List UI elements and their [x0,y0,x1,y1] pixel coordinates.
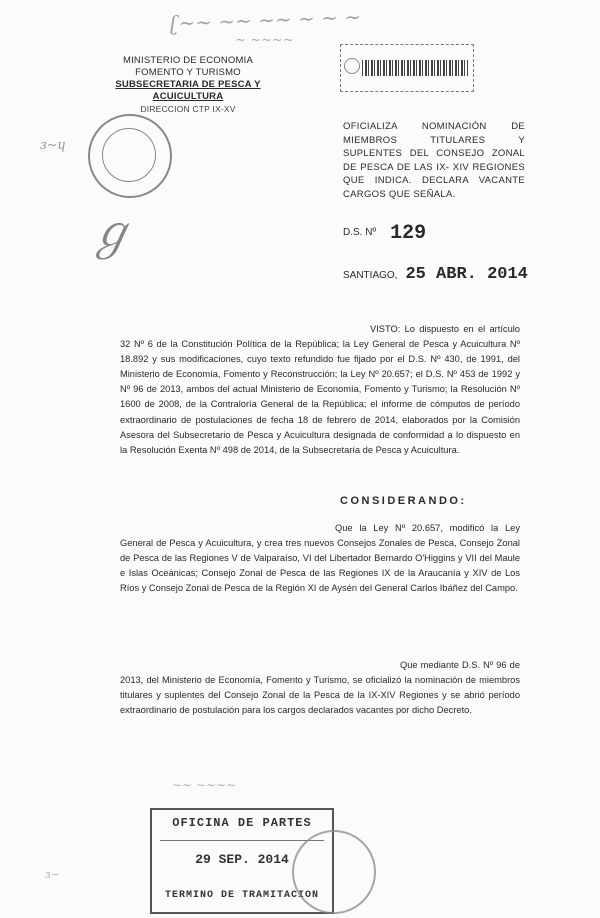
date-value: 25 ABR. 2014 [405,265,528,284]
barcode [362,60,468,76]
stamp-date: 29 SEP. 2014 [195,852,289,867]
ministry-name: MINISTERIO DE ECONOMIA [122,55,254,66]
subsecretaria-name: SUBSECRETARIA DE PESCA Y ACUICULTURA [115,79,261,102]
handwritten-bottom-note: ∼∼ ∼∼∼∼ [172,778,237,792]
decree-title: OFICIALIZA NOMINACIÓN DE MIEMBROS TITULARES Y SUPLENTES DEL CONSEJO ZONAL DE PESCA DE LAS IX- XIV REGIONES QUE INDICA. DECLARA VACANTE CARGOS QUE SEÑALA. [343,121,525,200]
contraloria-seal [292,830,376,914]
date-place: SANTIAGO, [343,270,398,281]
juridica-seal [88,114,172,198]
stamp-divider [160,840,324,841]
visto-text: Lo dispuesto en el artículo 32 Nº 6 de la Constitución Política de la República; la Ley General de Pesca y Acuicultura Nº 18.892 y sus modificaciones, cuyo texto refundido fue fijado por el D.S. Nº 430, de 1991, del Ministerio de Economía, Fomento y Reconstrucción; la Ley Nº 20.657; el D.S. Nº 453 de 1992 y Nº 96 de 2013, ambos del actual Ministerio de Economía, Fomento y Turismo; la Resolución Nº 1600 de 2008, de la Contraloría General de la República; el informe de cómputos de período extraordinario de postulaciones de fecha 18 de febrero de 2014, elaborados por la Comisión Asesora del Subsecretario de Pesca y Acuicultura designada de conformidad a lo dispuesto en la Resolución Exenta Nº 498 de 2014, de la Subsecretaría de Pesca y Acuicultura. [120,324,520,455]
decree-number-line [343,222,426,245]
barcode-logo [344,58,360,74]
ministry-subtitle: FOMENTO Y TURISMO [135,67,241,78]
juridica-seal-inner-ring [102,128,156,182]
handwritten-scribble-top: ʗ∼∼ ∼∼ ∼∼ ∼ ∼ ∼ [169,4,362,36]
visto-paragraph [120,322,520,458]
handwritten-margin-note: ɜ∼ɥ [40,138,66,153]
direction-name: DIRECCION CTP IX-XV [140,104,236,114]
handwritten-initial: ℊ [88,205,134,259]
stamp-footer: TERMINO DE TRAMITACION [164,890,320,901]
handwritten-bottom-left: ɜ∼ [45,868,60,881]
ministry-header [88,55,288,115]
handwritten-scribble-top-2: ∼ ∼∼∼∼ [235,33,294,48]
decree-number: 129 [390,222,427,245]
date-line [343,265,528,284]
decree-label: D.S. Nº [343,227,377,238]
considerando-paragraph-2: Que mediante D.S. Nº 96 de 2013, del Ministerio de Economía, Fomento y Turismo, se oficializó la nominación de miembros titulares y suplentes del Consejo Zonal de la Pesca de la IX-XIV Regiones y se abrió período extraordinario de postulación para los cargos declarados vacantes por dicho Decreto. [120,660,520,716]
considerando-heading: CONSIDERANDO: [340,495,467,507]
visto-label: VISTO: [370,324,401,334]
stamp-office-title: OFICINA DE PARTES [172,816,312,830]
considerando-paragraph-1: Que la Ley Nº 20.657, modificó la Ley General de Pesca y Acuicultura, y crea tres nuevos Consejos Zonales de Pesca, Consejo Zonal de Pesca de las Regiones V de Valparaíso, VI del Libertador Bernardo O'Higgins y VII del Maule e Islas Oceánicas; Consejo Zonal de Pesca de las Regiones IX de la Araucanía y XIV de Los Ríos y Consejo Zonal de Pesca de la Región XI de Aysén del General Carlos Ibáñez del Campo. [120,523,520,594]
